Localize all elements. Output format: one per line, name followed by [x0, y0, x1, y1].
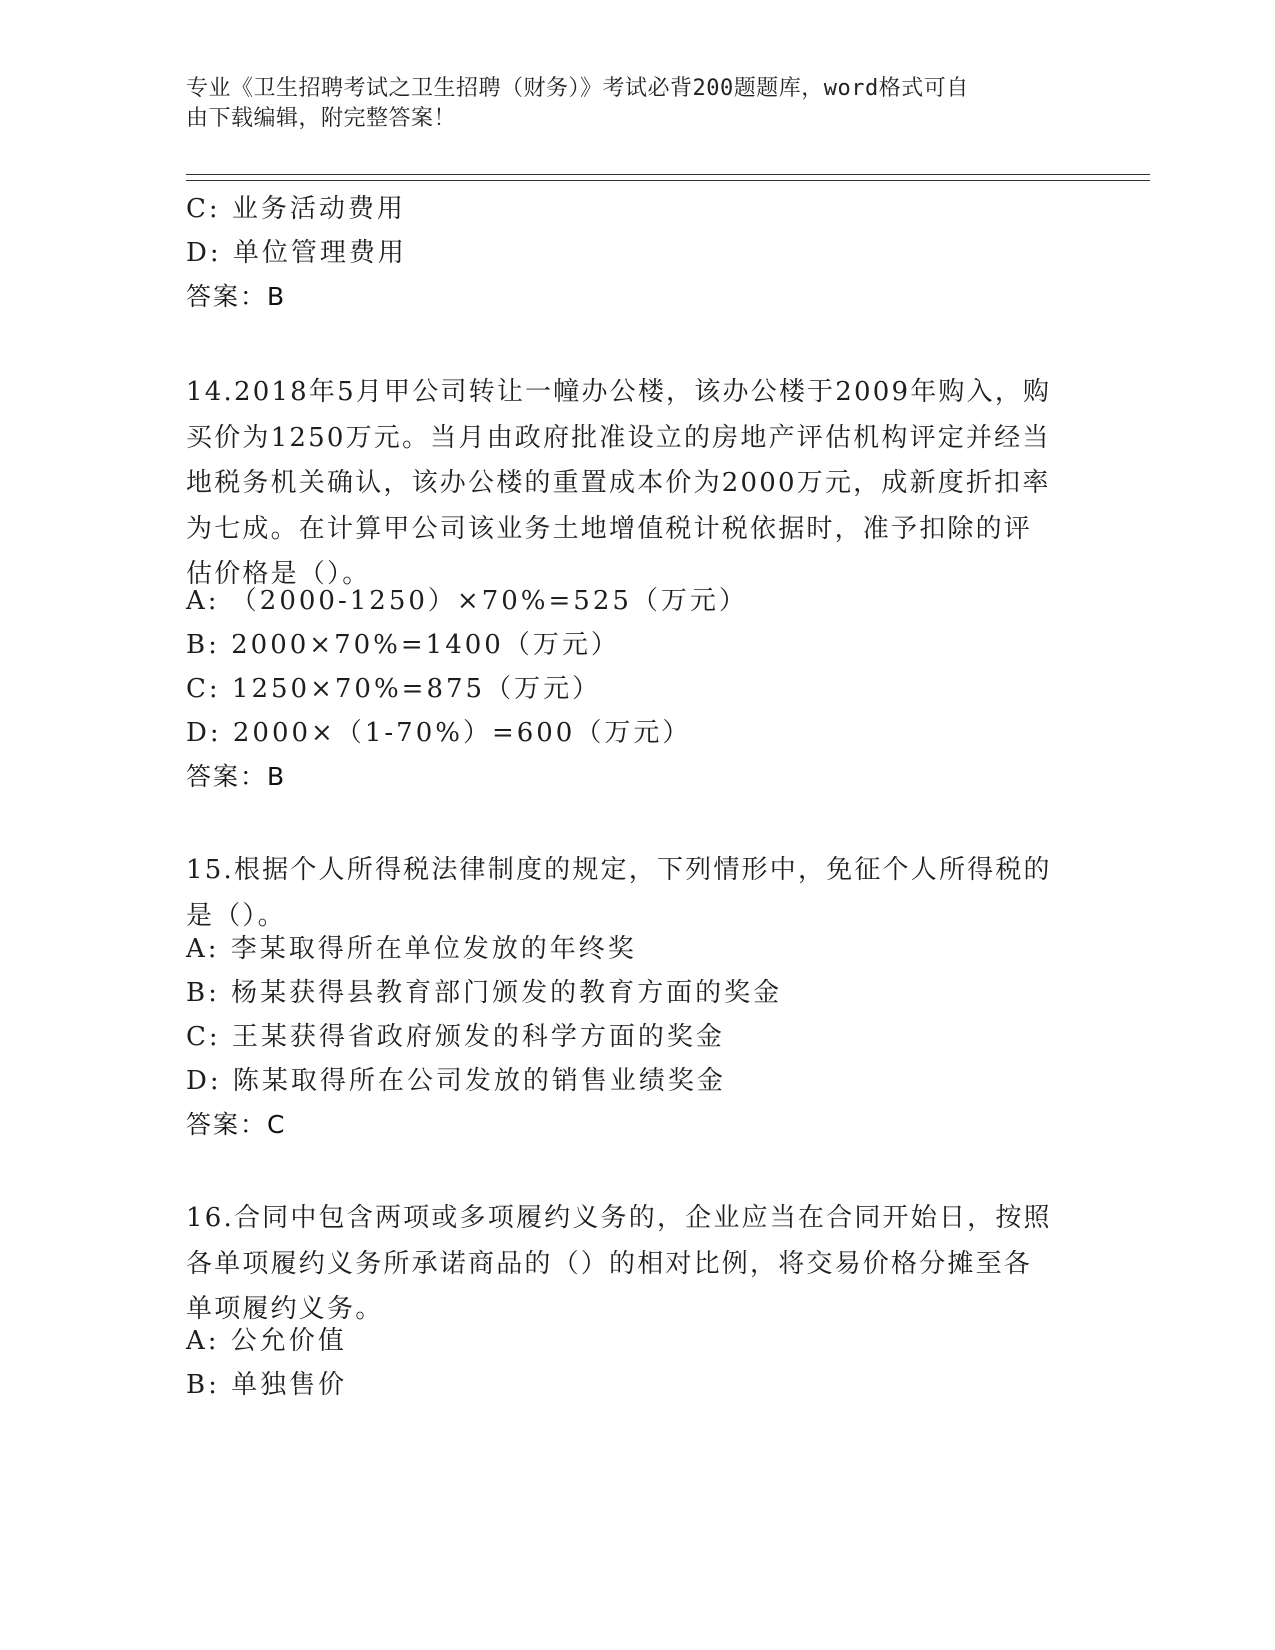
q16-line-2: 各单项履约义务所承诺商品的（）的相对比例，将交易价格分摊至各 — [186, 1248, 1033, 1279]
q14-line-4: 为七成。在计算甲公司该业务土地增值税计税依据时，准予扣除的评 — [186, 513, 1033, 544]
q15-line-2: 是（）。 — [186, 900, 286, 931]
header-line-2: 由下载编辑，附完整答案！ — [186, 106, 457, 131]
q14-option-d: D: 2000×（1-70%）=600（万元） — [186, 718, 692, 748]
header-divider-bottom — [186, 180, 1150, 181]
q15-option-d: D: 陈某取得所在公司发放的销售业绩奖金 — [186, 1066, 726, 1096]
q14-question — [186, 370, 1066, 598]
q13-option-c: C: 业务活动费用 — [186, 194, 406, 224]
q15-option-c: C: 王某获得省政府颁发的科学方面的奖金 — [186, 1022, 725, 1052]
q15-option-b: B: 杨某获得县教育部门颁发的教育方面的奖金 — [186, 978, 783, 1008]
q15-question — [186, 848, 1066, 939]
q16-option-b: B: 单独售价 — [186, 1370, 348, 1400]
q13-option-d: D: 单位管理费用 — [186, 238, 407, 268]
q14-option-b: B: 2000×70%=1400（万元） — [186, 630, 620, 660]
q14-line-5: 估价格是（）。 — [186, 559, 371, 589]
q15-option-a: A: 李某取得所在单位发放的年终奖 — [186, 934, 637, 964]
q16-option-a: A: 公允价值 — [186, 1326, 347, 1356]
q14-option-a: A: （2000-1250）×70%=525（万元） — [186, 586, 748, 616]
q14-answer: 答案：B — [186, 762, 287, 791]
q16-line-1: 16.合同中包含两项或多项履约义务的，企业应当在合同开始日，按照 — [186, 1203, 1052, 1233]
q16-question — [186, 1196, 1066, 1333]
q15-answer: 答案：C — [186, 1110, 287, 1139]
q16-line-3: 单项履约义务。 — [186, 1294, 384, 1324]
q13-answer: 答案：B — [186, 282, 287, 311]
q15-line-1: 15.根据个人所得税法律制度的规定，下列情形中，免征个人所得税的 — [186, 855, 1052, 885]
document-header — [186, 74, 1066, 134]
header-line-1: 专业《卫生招聘考试之卫生招聘（财务）》考试必背200题题库，word格式可自 — [186, 76, 969, 101]
q14-line-1: 14.2018年5月甲公司转让一幢办公楼，该办公楼于2009年购入，购 — [186, 377, 1052, 407]
q14-option-c: C: 1250×70%=875（万元） — [186, 674, 602, 704]
header-divider-top — [186, 174, 1150, 175]
q14-line-2: 买价为1250万元。当月由政府批准设立的房地产评估机构评定并经当 — [186, 422, 1051, 453]
q14-line-3: 地税务机关确认，该办公楼的重置成本价为2000万元，成新度折扣率 — [186, 468, 1051, 498]
